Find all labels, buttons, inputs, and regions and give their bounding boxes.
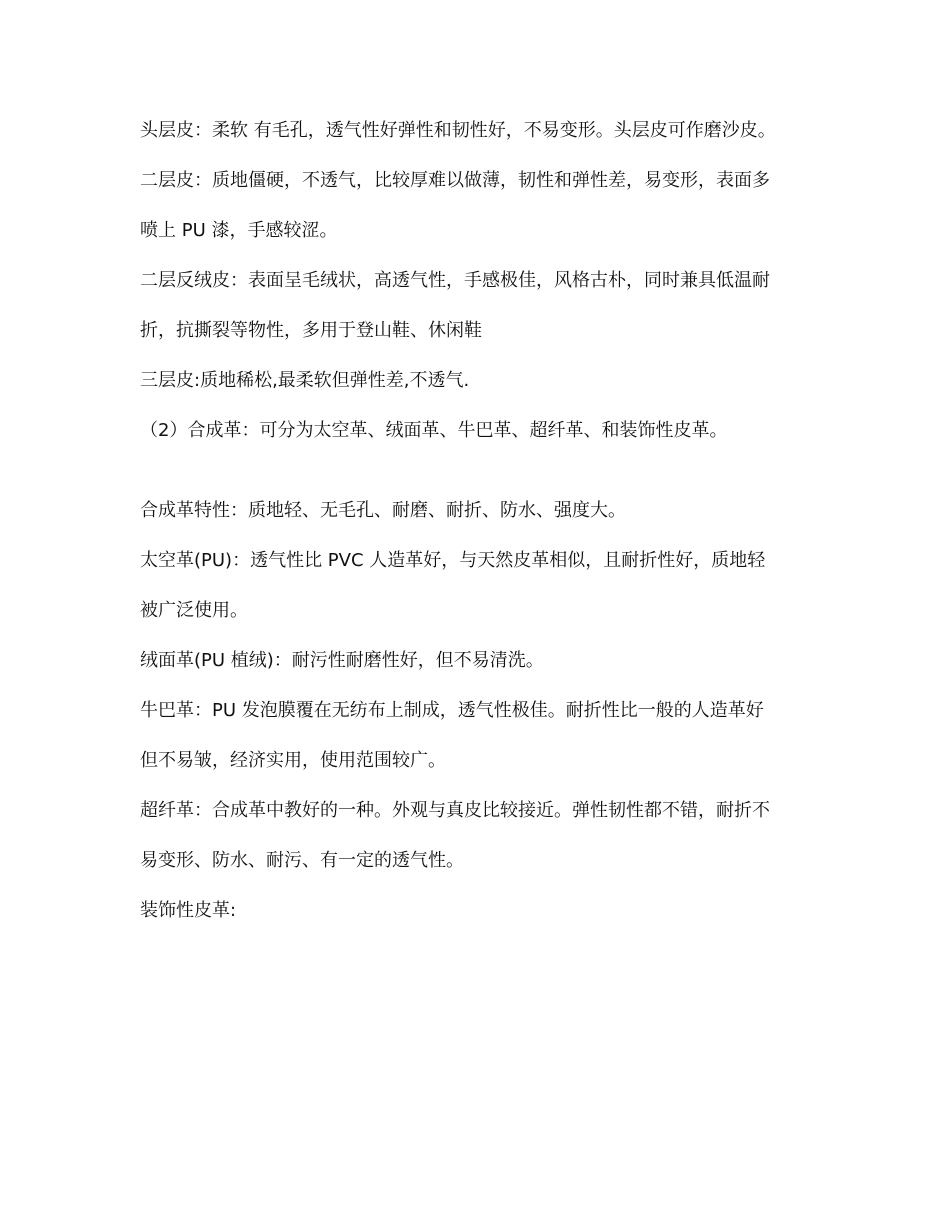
paragraph-synthetic-leather: （2）合成革：可分为太空革、绒面革、牛巴革、超纤革、和装饰性皮革。	[140, 420, 728, 441]
paragraph-pu-leather-cont: 被广泛使用。	[140, 600, 248, 621]
paragraph-nubuck-cont: 但不易皱，经济实用，使用范围较广。	[140, 750, 446, 771]
paragraph-nubuck: 牛巴革：PU 发泡膜覆在无纺布上制成，透气性极佳。耐折性比一般的人造革好	[140, 700, 764, 721]
paragraph-pu-flocking: 绒面革(PU 植绒)：耐污性耐磨性好，但不易清洗。	[140, 650, 544, 671]
paragraph-third-layer: 三层皮:质地稀松,最柔软但弹性差,不透气.	[140, 370, 470, 391]
paragraph-split-leather-cont: 喷上 PU 漆，手感较涩。	[140, 220, 338, 241]
document-body	[140, 116, 820, 946]
paragraph-synthetic-properties: 合成革特性：质地轻、无毛孔、耐磨、耐折、防水、强度大。	[140, 500, 626, 521]
paragraph-split-leather: 二层皮：质地僵硬，不透气，比较厚难以做薄，韧性和弹性差，易变形，表面多	[140, 170, 770, 191]
paragraph-split-suede-cont: 折，抗撕裂等物性，多用于登山鞋、休闲鞋	[140, 320, 482, 341]
paragraph-decorative-leather: 装饰性皮革:	[140, 900, 237, 921]
paragraph-microfiber: 超纤革：合成革中教好的一种。外观与真皮比较接近。弹性韧性都不错，耐折不	[140, 800, 770, 821]
paragraph-pu-leather: 太空革(PU)：透气性比 PVC 人造革好，与天然皮革相似，且耐折性好，质地轻	[140, 550, 766, 571]
paragraph-top-grain-leather: 头层皮：柔软 有毛孔，透气性好弹性和韧性好，不易变形。头层皮可作磨沙皮。	[140, 120, 776, 141]
paragraph-microfiber-cont: 易变形、防水、耐污、有一定的透气性。	[140, 850, 464, 871]
paragraph-split-suede: 二层反绒皮：表面呈毛绒状，高透气性，手感极佳，风格古朴，同时兼具低温耐	[140, 270, 770, 291]
